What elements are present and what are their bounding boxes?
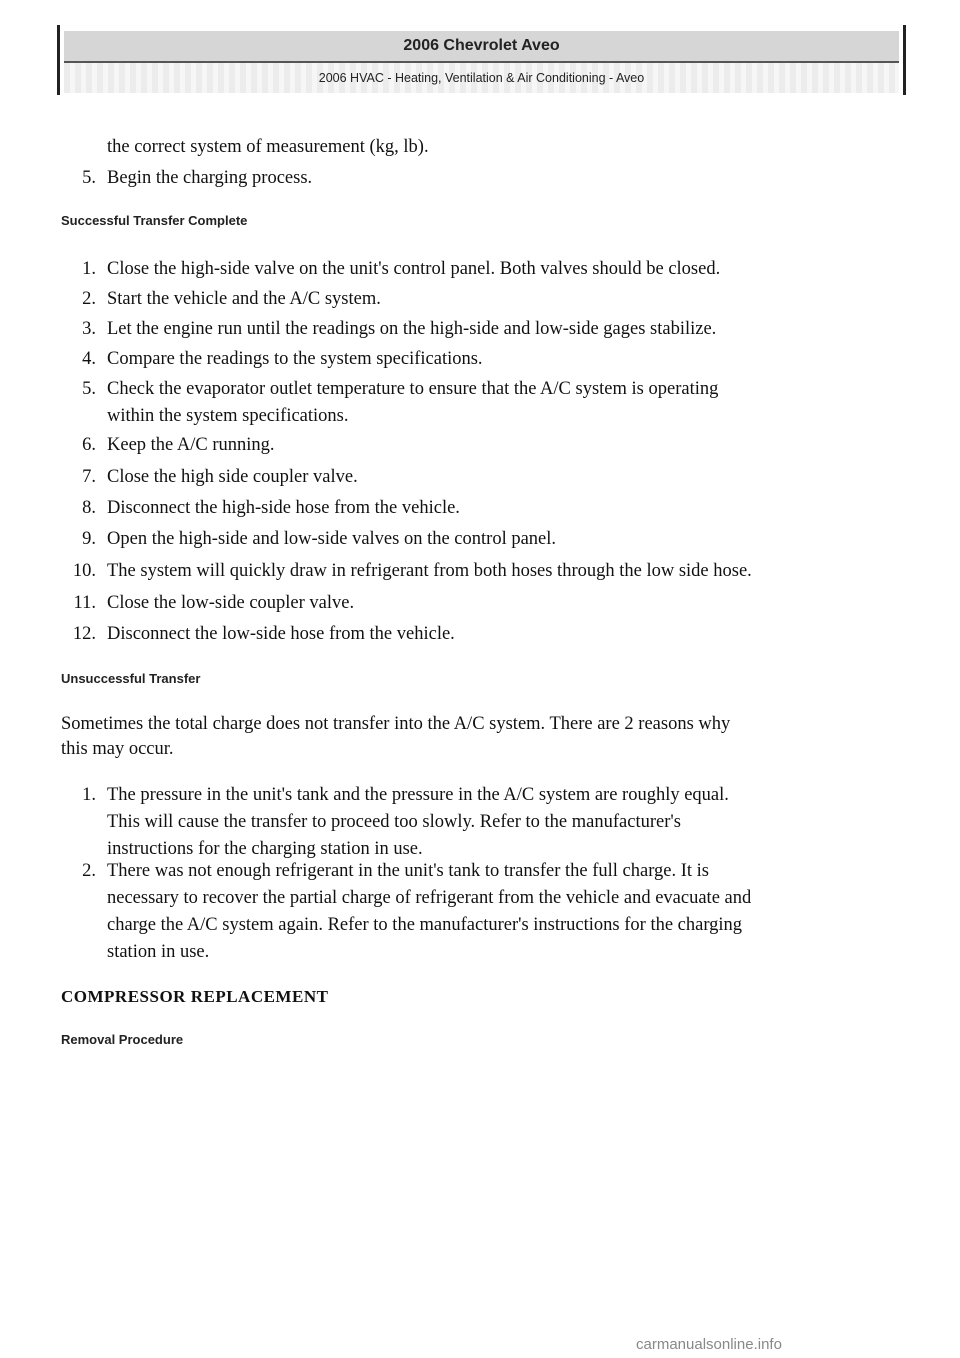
list-item-text: station in use. [107, 942, 210, 962]
list-item-text: Check the evaporator outlet temperature to ensure that the A/C system is operating [107, 379, 719, 399]
list-item-text: There was not enough refrigerant in the unit's tank to transfer the full charge. It is [107, 861, 709, 881]
list-item-number: 11. [73, 593, 96, 613]
section-heading-unsuccessful-transfer: Unsuccessful Transfer [61, 671, 201, 686]
list-item-text: charge the A/C system again. Refer to the manufacturer's instructions for the charging [107, 915, 743, 935]
list-item-text: within the system specifications. [107, 406, 349, 426]
section-heading-compressor-replacement: COMPRESSOR REPLACEMENT [61, 987, 329, 1006]
list-item-text: The pressure in the unit's tank and the pressure in the A/C system are roughly equal. [107, 785, 729, 805]
list-item-text: instructions for the charging station in use. [107, 839, 423, 859]
list-item-text: Compare the readings to the system specifications. [107, 349, 483, 369]
list-item-text: Close the high side coupler valve. [107, 467, 358, 487]
list-item-text: The system will quickly draw in refrigerant from both hoses through the low side hose. [107, 561, 752, 581]
list-item-text: Keep the A/C running. [107, 435, 275, 455]
page-header [57, 25, 906, 95]
subheading-removal-procedure: Removal Procedure [61, 1032, 184, 1047]
list-item-number: 1. [82, 785, 96, 805]
list-item-text: This will cause the transfer to proceed too slowly. Refer to the manufacturer's [107, 812, 681, 832]
paragraph-line: Sometimes the total charge does not transfer into the A/C system. There are 2 reasons why [61, 714, 731, 734]
document-title: 2006 Chevrolet Aveo [64, 31, 899, 61]
document-subtitle: 2006 HVAC - Heating, Ventilation & Air Conditioning - Aveo [64, 63, 899, 93]
list-item-number: 7. [82, 467, 96, 487]
list-item-number: 5. [82, 379, 96, 399]
step-continuation: the correct system of measurement (kg, lb). [107, 137, 429, 157]
list-item-text: Let the engine run until the readings on the high-side and low-side gages stabilize. [107, 319, 717, 339]
list-item-text: Disconnect the low-side hose from the vehicle. [107, 624, 455, 644]
paragraph-line: this may occur. [61, 739, 174, 759]
list-item-text: Start the vehicle and the A/C system. [107, 289, 381, 309]
step-text: Begin the charging process. [107, 168, 313, 188]
list-item-text: Disconnect the high-side hose from the vehicle. [107, 498, 460, 518]
list-item-number: 3. [82, 319, 96, 339]
list-item-number: 9. [82, 529, 96, 549]
list-item-number: 2. [82, 289, 96, 309]
list-item-number: 6. [82, 435, 96, 455]
list-item-number: 1. [82, 259, 96, 279]
watermark: carmanualsonline.info [636, 1336, 782, 1353]
step-number: 5. [82, 168, 96, 188]
list-item-number: 4. [82, 349, 96, 369]
list-item-number: 8. [82, 498, 96, 518]
list-item-number: 10. [72, 561, 96, 581]
list-item-number: 2. [82, 861, 96, 881]
list-item-text: necessary to recover the partial charge of refrigerant from the vehicle and evacuate and [107, 888, 752, 908]
list-item-text: Open the high-side and low-side valves on the control panel. [107, 529, 557, 549]
section-heading-successful-transfer: Successful Transfer Complete [61, 213, 248, 228]
list-item-text: Close the low-side coupler valve. [107, 593, 355, 613]
list-item-number: 12. [72, 624, 96, 644]
list-item-text: Close the high-side valve on the unit's control panel. Both valves should be closed. [107, 259, 721, 279]
